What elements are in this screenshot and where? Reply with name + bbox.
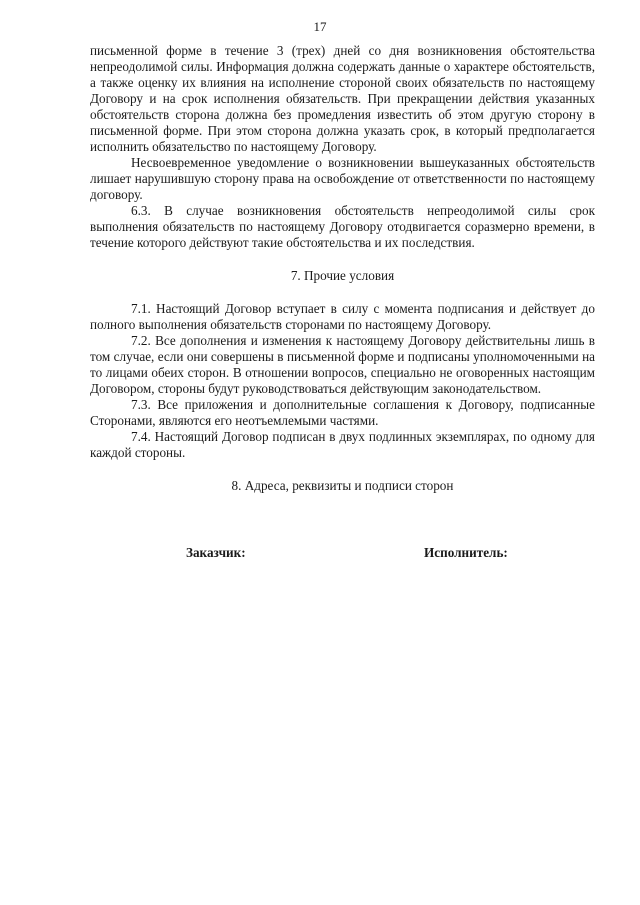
paragraph-7-2: 7.2. Все дополнения и изменения к настоящему Договору действительны лишь в том случае, если они совершены в письменной форме и подписаны уполномоченными на то лицами обеих сторон. В отношении вопросов, специально не оговоренных настоящим Договором, стороны будут руководствоваться действующим законодательством. <box>90 333 595 396</box>
customer-label: Заказчик: <box>186 545 246 560</box>
paragraph-7-1: 7.1. Настоящий Договор вступает в силу с момента подписания и действует до полного выполнения обязательств сторонами по настоящему Договору. <box>90 301 595 332</box>
paragraph-late-notification: Несвоевременное уведомление о возникновении вышеуказанных обстоятельств лишает нарушившую сторону права на освобождение от ответственности по настоящему договору. <box>90 155 595 202</box>
paragraph-6-3: 6.3. В случае возникновения обстоятельств непреодолимой силы срок выполнения обязательств по настоящему Договору отодвигается соразмерно времени, в течение которого действуют такие обстоятельства и их последствия. <box>90 203 595 250</box>
paragraph-7-3: 7.3. Все приложения и дополнительные соглашения к Договору, подписанные Сторонами, являются его неотъемлемыми частями. <box>90 397 595 428</box>
paragraph-force-majeure-notice: письменной форме в течение 3 (трех) дней со дня возникновения обстоятельства непреодолимой силы. Информация должна содержать данные о характере обстоятельств, а также оценку их влияния на исполнение стороной своих обязательств по настоящему Договору и на срок исполнения обязательств. При прекращении действия указанных обстоятельств сторона должна без промедления известить об этом другую сторону в письменной форме. При этом сторона должна указать срок, в который предполагается исполнить обязательство по настоящему Договору. <box>90 43 595 154</box>
page-number: 17 <box>313 19 327 34</box>
paragraph-7-4: 7.4. Настоящий Договор подписан в двух подлинных экземплярах, по одному для каждой стороны. <box>90 429 595 460</box>
section-8-heading: 8. Адреса, реквизиты и подписи сторон <box>231 478 454 493</box>
contractor-label: Исполнитель: <box>424 545 508 560</box>
document-body <box>90 43 595 494</box>
section-7-heading: 7. Прочие условия <box>290 268 395 283</box>
